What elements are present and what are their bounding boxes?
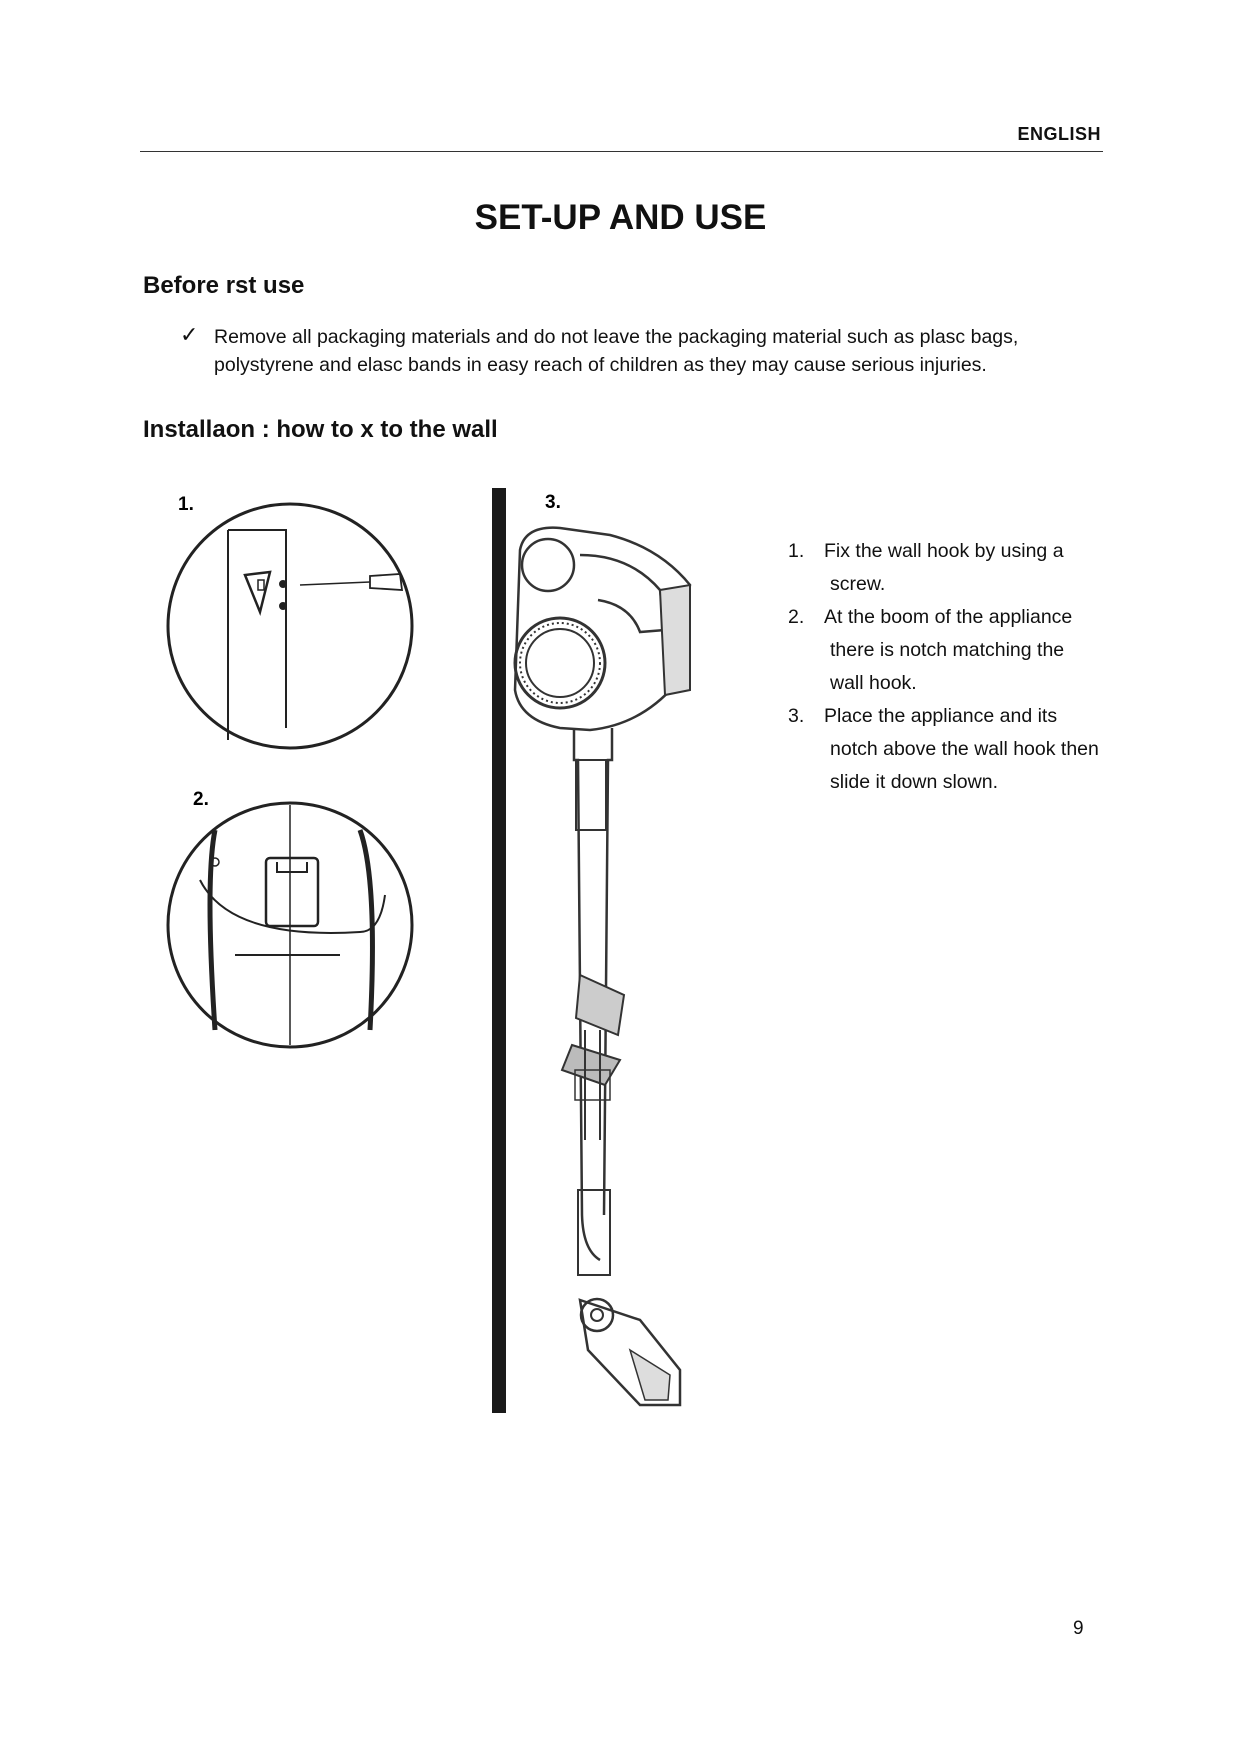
list-item bbox=[770, 601, 1100, 700]
figure-2-notch bbox=[168, 803, 412, 1047]
step-text: Place the appliance and its notch above the wall hook then slide it down slown. bbox=[824, 705, 1099, 793]
figure-label-1: 1. bbox=[178, 494, 194, 515]
language-label: ENGLISH bbox=[1017, 124, 1101, 144]
step-text: At the boom of the appliance there is notch matching the wall hook. bbox=[824, 606, 1073, 694]
figure-3-vacuum bbox=[515, 528, 690, 1405]
step-text: Fix the wall hook by using a screw. bbox=[824, 540, 1064, 595]
section-heading-installation: Installaon : how to x to the wall bbox=[143, 416, 498, 443]
page-title: SET-UP AND USE bbox=[474, 198, 767, 237]
step-number: 3. bbox=[788, 705, 805, 727]
installation-steps bbox=[770, 535, 1100, 799]
step-number: 1. bbox=[788, 540, 805, 562]
figure-1-wall-hook bbox=[168, 504, 412, 748]
page-number: 9 bbox=[1073, 1618, 1084, 1639]
figure-label-2: 2. bbox=[193, 789, 209, 810]
list-item bbox=[770, 700, 1100, 799]
bullet-text: Remove all packaging materials and do not leave the packaging material such as plasc bags, polystyrene and elasc bands in easy reach of children as they may cause serious injuries. bbox=[214, 326, 1019, 376]
figure-label-3: 3. bbox=[545, 492, 561, 513]
wall bbox=[492, 488, 506, 1413]
section-heading-before-first-use: Before rst use bbox=[143, 272, 305, 299]
step-number: 2. bbox=[788, 606, 805, 628]
list-item bbox=[770, 535, 1100, 601]
check-icon: ✓ bbox=[180, 322, 199, 347]
